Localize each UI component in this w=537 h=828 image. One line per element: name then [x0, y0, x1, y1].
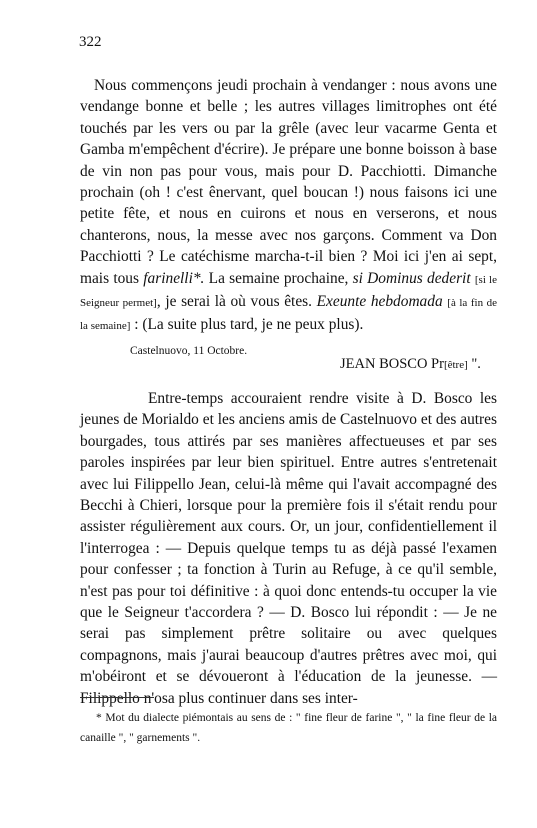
page-number: 322 [79, 34, 102, 50]
signature-end: ". [467, 356, 481, 372]
letter-text-4: : (La suite plus tard, je ne peux plus). [130, 316, 364, 334]
letter-text-1: Nous commençons jeudi prochain à vendanger : nous avons une vendange bonne et belle ; les autres villages limitrophes ont été touchés par les vers ou par la grêle (avec leur vacarme Genta et Gamba m'empêchent d'écrire). Je prépare une bonne boisson à base de vin non pas pour vous, mais pour D. Pacchiotti. Dimanche prochain (oh ! c'est ênervant, quel boucan !) nous faisons ici une petite fête, et nous en cuirons et nous en verserons, et nous chanterons, nous, la messe avec nos garçons. Comment va Don Pacchiotti ? Le catéchisme marcha-t-il bien ? Moi ici j'en ai sept, mais tous [80, 77, 497, 287]
narrative-paragraph [80, 388, 497, 709]
exeunte-hebdomada: Exeunte hebdomada [316, 293, 443, 311]
si-dominus-dederit: si Dominus dederit [352, 269, 471, 287]
footnote [80, 708, 497, 748]
letter-text-3: , je serai là où vous êtes. [156, 293, 317, 311]
narrative-text: Entre-temps accouraient rendre visite à D. Bosco les jeunes de Morialdo et les anciens amis de Castelnuovo et des autres bourgades, tous attirés par ses manières affectueuses et par ses paroles inspirées par leur bien spirituel. Entre autres s'entretenait avec lui Filippello Jean, celui-là même qui l'avait accompagné des Becchi à Chieri, lorsque pour la première fois il s'était rendu pour assister régulièrement aux cours. Or, un jour, confidentiellement il l'interrogea : — Depuis quelque temps tu as déjà passé l'examen pour confesser ; ta fonction à Turin au Refuge, à ce qu'il semble, n'est pas pour toi définitive : à quoi donc entends-tu occuper la vie que le Seigneur t'accordera ? — D. Bosco lui répondit : — Je ne serai pas simplement prêtre solitaire ou avec quelques compagnons, mais j'aurai beaucoup d'autres prêtres avec moi, qui m'obéiront et se dévoueront à l'éducation de la jeunesse. — Filippello n'osa plus continuer dans ses inter- [80, 390, 497, 707]
letter-paragraph [80, 75, 497, 338]
place-date: Castelnuovo, 11 Octobre. [130, 345, 248, 357]
footnote-divider [80, 697, 154, 698]
farinelli-term: farinelli*. [143, 269, 205, 287]
signature-name: JEAN BOSCO Pr [340, 356, 444, 372]
footnote-text: * Mot du dialecte piémontais au sens de : " fine fleur de farine ", " la fine fleur de la canaille ", " garnements ". [80, 712, 497, 744]
signature-gloss: [être] [443, 359, 468, 371]
exeunte-gloss: [à la fin de la semaine] [80, 297, 497, 333]
signature [340, 356, 481, 373]
si-dominus-gloss: [si le Seigneur permet] [80, 273, 497, 310]
letter-text-2: La semaine prochaine, [204, 269, 353, 287]
